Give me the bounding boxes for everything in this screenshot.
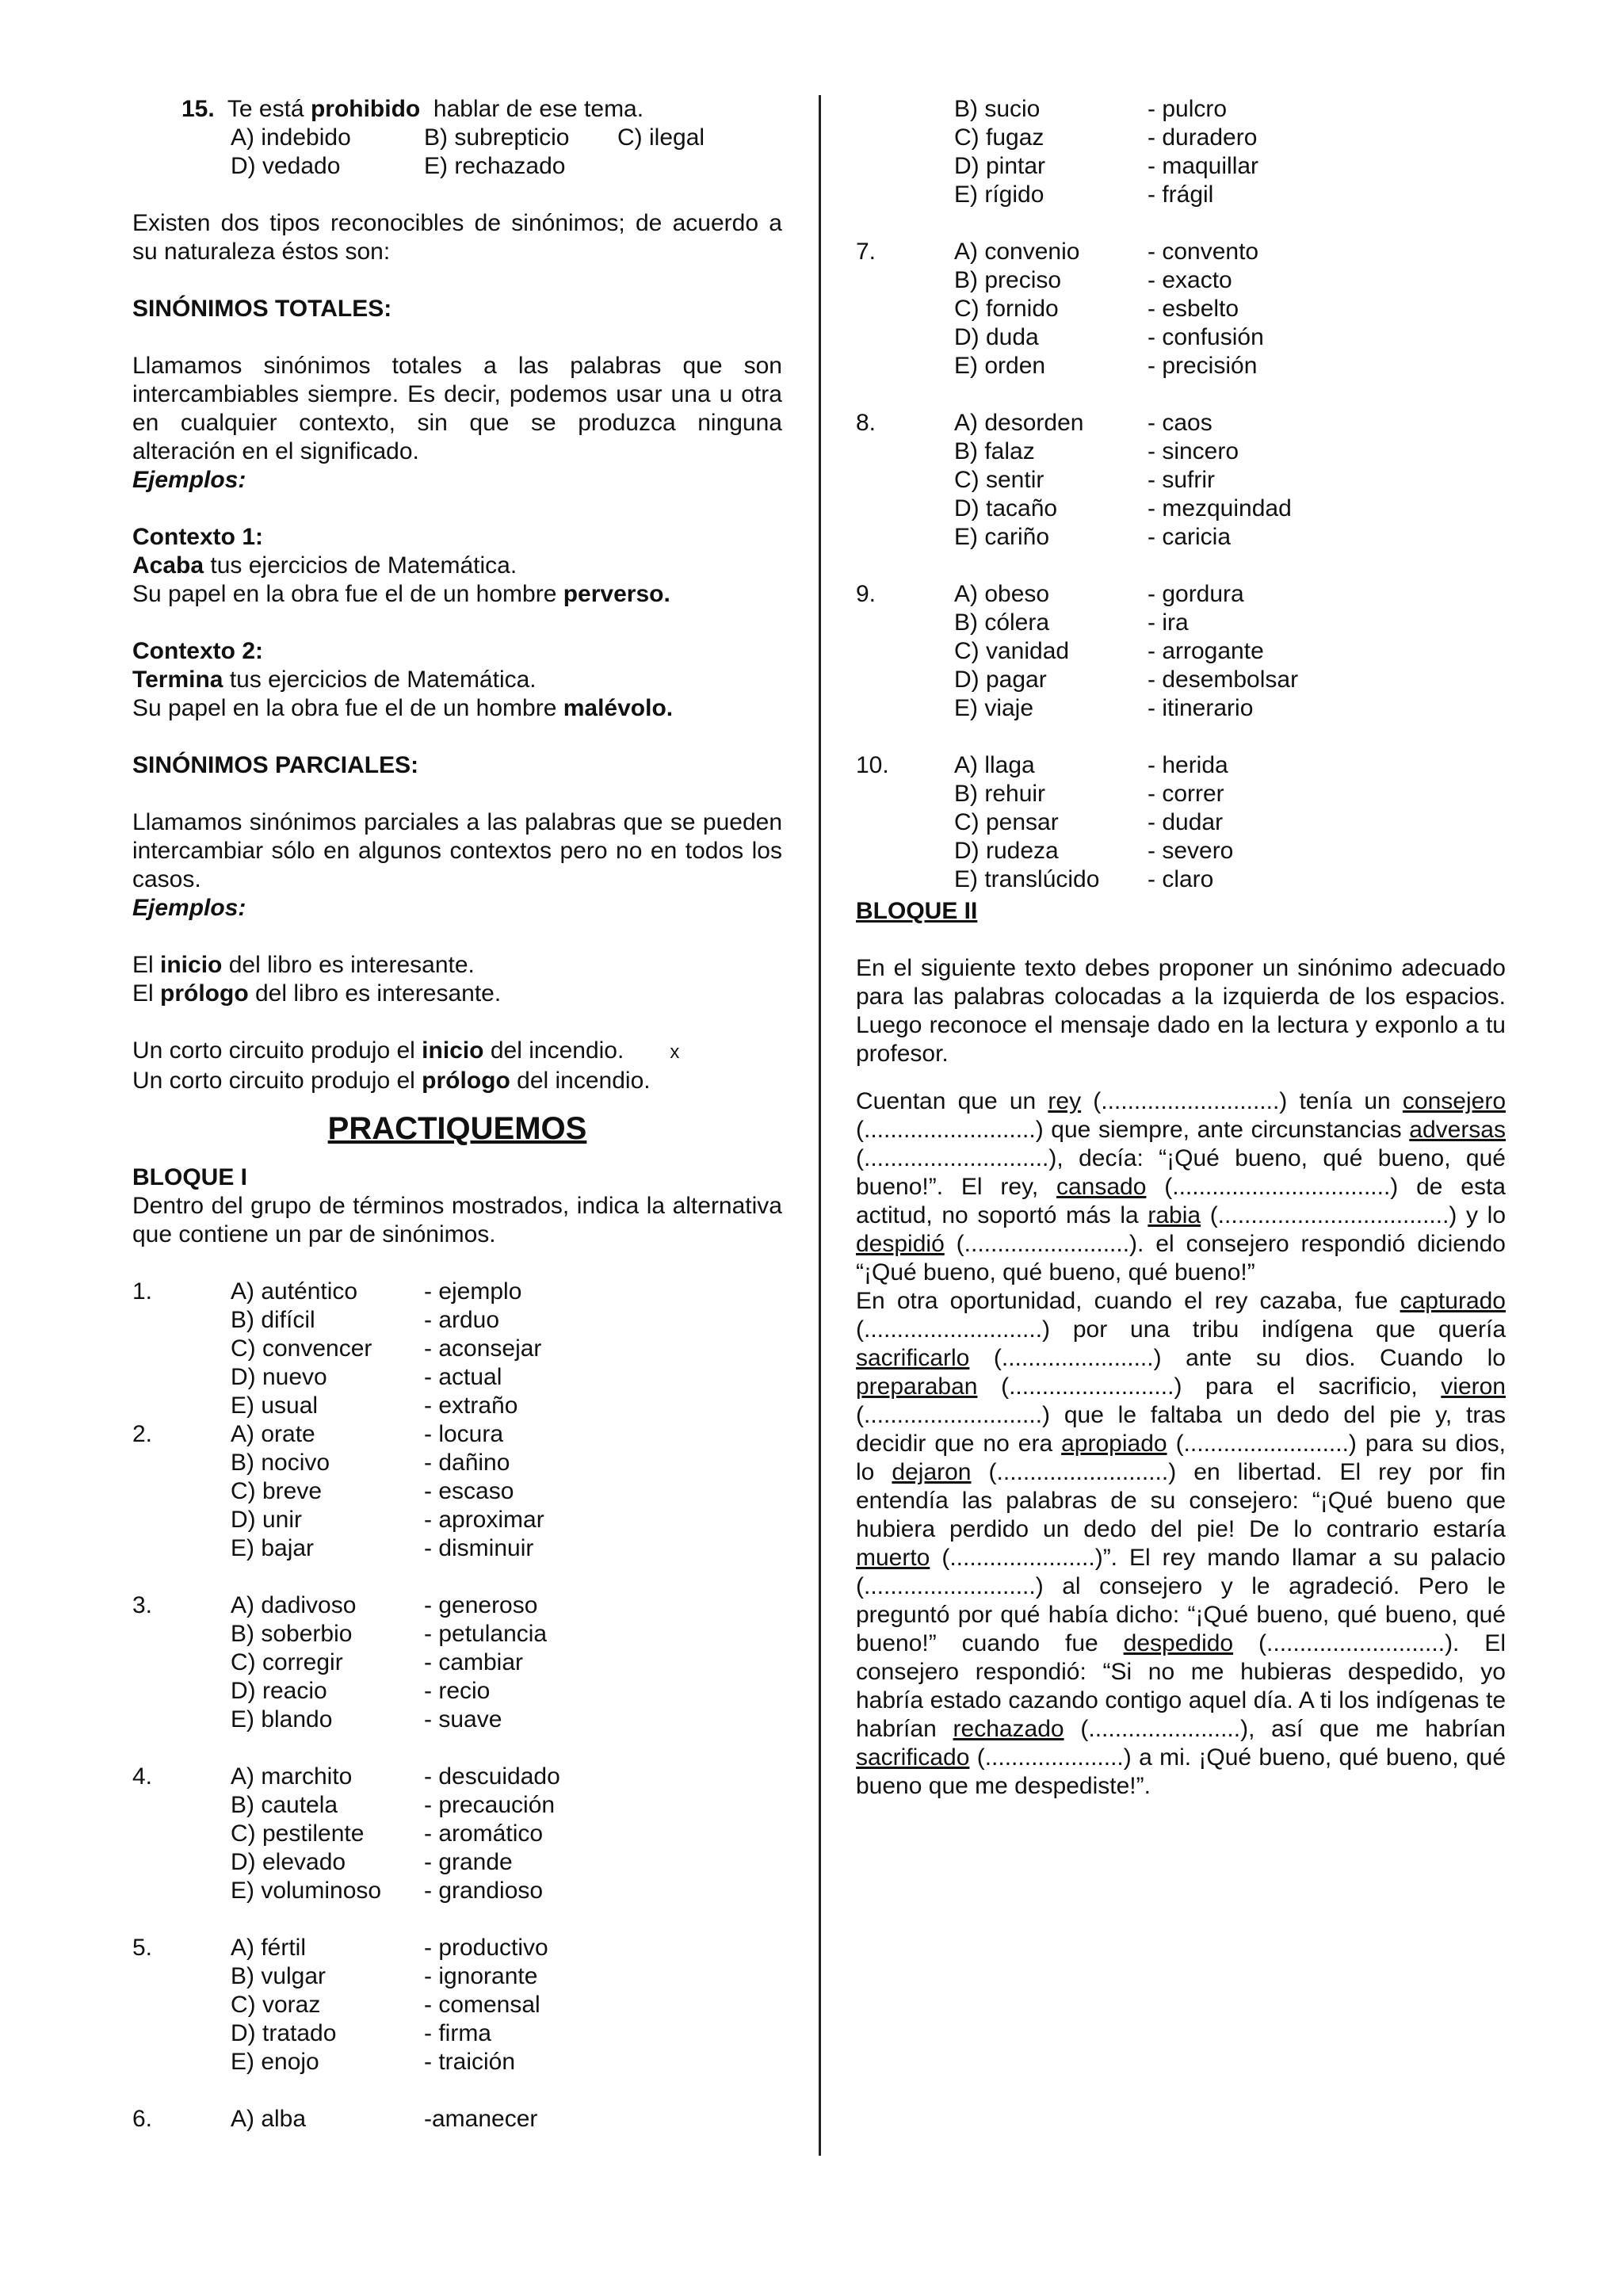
story-segment: (.........................). el consejero respondió diciendo “¡Qué bueno, qué bueno, qué bueno!” — [856, 1231, 1506, 1286]
ctx2-rest: tus ejercicios de Matemática. — [223, 667, 537, 693]
synonym-pair — [132, 1506, 782, 1534]
synonym-pair — [856, 865, 1506, 894]
totales-heading: SINÓNIMOS TOTALES: — [132, 296, 392, 322]
term: E) rígido — [954, 181, 1044, 208]
ex-bold: prólogo — [422, 1068, 510, 1094]
item-number — [132, 1991, 231, 2019]
item-number — [856, 181, 954, 209]
synonym-pair — [132, 1791, 782, 1820]
synonym: - claro — [1148, 866, 1214, 892]
synonym: - pulcro — [1148, 96, 1228, 122]
contexto1-heading: Contexto 1: — [132, 524, 263, 550]
contexto1-line2 — [132, 580, 782, 609]
term: B) cautela — [231, 1792, 338, 1818]
synonym: - exacto — [1148, 267, 1232, 293]
synonym-pair — [132, 1763, 782, 1791]
underlined-word: capturado — [1400, 1288, 1506, 1314]
term: A) obeso — [954, 581, 1050, 607]
synonym-pair — [132, 1591, 782, 1620]
synonym: -amanecer — [424, 2106, 538, 2132]
column-divider — [819, 95, 821, 2156]
synonym-pair — [856, 808, 1506, 837]
item-number — [856, 266, 954, 295]
term: E) viaje — [954, 695, 1034, 721]
synonym-pair — [132, 1962, 782, 1991]
synonym: - actual — [424, 1364, 502, 1390]
synonym-pair — [132, 2048, 782, 2076]
story-segment: (.................................) de esta actitud, no soportó más la — [856, 1174, 1506, 1228]
synonym: - mezquindad — [1148, 495, 1292, 521]
term: A) auténtico — [231, 1278, 358, 1305]
story-segment: Cuentan que un — [856, 1088, 1048, 1114]
synonym: - sincero — [1148, 438, 1239, 464]
synonym: - locura — [424, 1421, 504, 1447]
synonym: - dañino — [424, 1450, 510, 1476]
synonym-pair — [856, 124, 1506, 152]
story-segment: (.....................) a mi. ¡Qué bueno, qué bueno, qué bueno que me despediste!”. — [856, 1744, 1506, 1799]
underlined-word: muerto — [856, 1545, 930, 1571]
ctx2-l2-bold: malévolo. — [563, 695, 674, 721]
item-number — [856, 865, 954, 894]
term: D) pagar — [954, 667, 1047, 693]
term: C) fornido — [954, 296, 1059, 322]
story-segment: (......................)”. El rey mando llamar a su palacio (..........................) al consejero y le agradeció. Pero le preguntó por qué había dicho: “¡Qué bueno, qué bueno, qué bueno!” cuando fue — [856, 1545, 1506, 1656]
term: A) llaga — [954, 752, 1035, 778]
synonym-pair — [132, 1449, 782, 1477]
q15-bold: prohibido — [310, 96, 421, 122]
synonym: - escaso — [424, 1478, 514, 1504]
item-number — [132, 1335, 231, 1363]
story-segment: (.......................) ante su dios. Cuando lo — [969, 1345, 1506, 1371]
item-number — [856, 609, 954, 637]
term: B) falaz — [954, 438, 1035, 464]
bloque2-heading: BLOQUE II — [856, 898, 978, 924]
synonym-pair — [856, 323, 1506, 352]
term: A) alba — [231, 2106, 307, 2132]
underlined-word: adversas — [1409, 1117, 1506, 1143]
underlined-word: cansado — [1056, 1174, 1147, 1200]
synonym-pair — [856, 751, 1506, 780]
story-segment: (..........................) que siempre, ante circunstancias — [856, 1117, 1410, 1143]
synonym: - confusión — [1148, 324, 1264, 350]
practiquemos-title: PRACTIQUEMOS — [327, 1111, 587, 1146]
term: A) marchito — [231, 1763, 353, 1790]
ex-text: del libro es interesante. — [248, 980, 502, 1007]
synonym-pair — [856, 295, 1506, 323]
item-number — [132, 1620, 231, 1648]
term: B) sucio — [954, 96, 1041, 122]
item-number — [132, 1791, 231, 1820]
synonym-pair — [132, 1392, 782, 1420]
item-number — [132, 1506, 231, 1534]
item-number: 9. — [856, 581, 876, 607]
question-15-number: 15. — [181, 96, 215, 122]
synonym-pair — [856, 694, 1506, 723]
term: C) fugaz — [954, 124, 1044, 151]
synonym: - petulancia — [424, 1621, 548, 1647]
synonym: - severo — [1148, 838, 1234, 864]
ex-text: Un corto circuito produjo el — [132, 1068, 422, 1094]
synonym-pair — [856, 609, 1506, 637]
term: E) cariño — [954, 524, 1050, 550]
synonym: - suave — [424, 1706, 502, 1733]
synonym: - sufrir — [1148, 467, 1215, 493]
x-mark: x — [670, 1041, 680, 1063]
item-number — [132, 1392, 231, 1420]
synonym-pair — [856, 95, 1506, 124]
term: D) reacio — [231, 1678, 327, 1704]
synonym-pair — [132, 1620, 782, 1648]
item-number — [132, 1877, 231, 1905]
term: E) translúcido — [954, 866, 1100, 892]
synonym: - ejemplo — [424, 1278, 522, 1305]
term: C) vanidad — [954, 638, 1070, 664]
ctx2-l2-rest: Su papel en la obra fue el de un hombre — [132, 695, 563, 721]
contexto2-heading: Contexto 2: — [132, 638, 263, 664]
term: D) elevado — [231, 1849, 346, 1875]
story-segment: (...........................) que le faltaba un dedo del pie y, tras decidir que no era — [856, 1402, 1506, 1457]
term: A) desorden — [954, 410, 1084, 436]
synonym: - traición — [424, 2049, 516, 2075]
q15-post: hablar de ese tema. — [433, 96, 644, 122]
term: B) vulgar — [231, 1963, 327, 1989]
underlined-word: vieron — [1441, 1373, 1506, 1400]
item-number: 4. — [132, 1763, 153, 1790]
ex-bold: inicio — [160, 952, 223, 978]
synonym-pair — [856, 523, 1506, 552]
term: C) corregir — [231, 1649, 343, 1675]
term: D) tratado — [231, 2020, 337, 2046]
synonym-pair — [132, 1877, 782, 1905]
underlined-word: despidió — [856, 1231, 945, 1257]
synonym: - grande — [424, 1849, 513, 1875]
bloque1-items-continued — [856, 238, 1506, 894]
term: D) rudeza — [954, 838, 1059, 864]
synonym: - productivo — [424, 1935, 548, 1961]
synonym: - aconsejar — [424, 1335, 542, 1362]
synonym-pair — [856, 637, 1506, 666]
example-line — [132, 951, 782, 980]
ex-text: del incendio. — [510, 1068, 651, 1094]
synonym: - herida — [1148, 752, 1228, 778]
question-15-stem — [181, 95, 782, 124]
item-number — [132, 1848, 231, 1877]
synonym-pair — [132, 2105, 782, 2134]
ex-bold: prólogo — [160, 980, 249, 1007]
underlined-word: despedido — [1123, 1630, 1234, 1656]
item-number: 7. — [856, 239, 876, 265]
synonym: - firma — [424, 2020, 491, 2046]
q15-option: E) rechazado — [424, 153, 566, 179]
story-text — [856, 1087, 1506, 1801]
term: E) voluminoso — [231, 1878, 382, 1904]
term: B) preciso — [954, 267, 1062, 293]
item-number — [856, 694, 954, 723]
term: B) nocivo — [231, 1450, 330, 1476]
synonym-pair — [132, 1534, 782, 1563]
item-number — [856, 495, 954, 523]
story-segment: (...........................) tenía un — [1081, 1088, 1403, 1114]
term: D) nuevo — [231, 1364, 327, 1390]
bloque1-items — [132, 1278, 782, 2134]
item-number — [856, 637, 954, 666]
synonym-pair — [132, 1335, 782, 1363]
synonym-pair — [132, 1706, 782, 1734]
term: C) pestilente — [231, 1820, 365, 1847]
synonym: - esbelto — [1148, 296, 1239, 322]
story-segment: (...................................) y lo — [1201, 1202, 1507, 1228]
term: B) soberbio — [231, 1621, 353, 1647]
synonym-pair — [856, 437, 1506, 466]
ctx1-rest: tus ejercicios de Matemática. — [204, 552, 517, 579]
underlined-word: dejaron — [892, 1459, 972, 1485]
ex-bold: inicio — [422, 1037, 484, 1064]
term: B) difícil — [231, 1307, 315, 1333]
contexto1-line1 — [132, 552, 782, 580]
synonym-pair — [132, 1477, 782, 1506]
item-number — [132, 1449, 231, 1477]
item-number — [132, 1648, 231, 1677]
term: A) convenio — [954, 239, 1080, 265]
underlined-word: sacrificado — [856, 1744, 970, 1771]
q15-option: B) subrepticio — [424, 124, 570, 151]
ex-text: del incendio. — [483, 1037, 624, 1064]
item-number — [856, 837, 954, 865]
ejemplos-label: Ejemplos: — [132, 467, 246, 493]
synonym: - desembolsar — [1148, 667, 1299, 693]
item-number — [856, 666, 954, 694]
term: E) blando — [231, 1706, 333, 1733]
synonym-pair — [132, 1848, 782, 1877]
story-segment: (..........................) en libertad. El rey por fin entendía las palabras de su consejero: “¡Qué bueno que hubiera perdido un dedo del pie! De lo contrario estaría — [856, 1459, 1506, 1542]
term: A) dadivoso — [231, 1592, 357, 1618]
contexto2-line2 — [132, 694, 782, 723]
term: D) duda — [954, 324, 1039, 350]
synonym: - recio — [424, 1678, 491, 1704]
synonym: - maquillar — [1148, 153, 1259, 179]
item-number — [856, 152, 954, 181]
item-number — [856, 466, 954, 495]
synonym: - itinerario — [1148, 695, 1254, 721]
item-number — [856, 352, 954, 380]
question-15 — [132, 95, 782, 181]
synonym-pair — [856, 495, 1506, 523]
item-number — [856, 808, 954, 837]
ex-text: del libro es interesante. — [222, 952, 475, 978]
term: C) voraz — [231, 1992, 321, 2018]
term: B) rehuir — [954, 781, 1046, 807]
story-segment: (...........................). El consejero respondió: “Si no me hubieras despedido, yo habría estado cazando contigo aquel día. A ti los indígenas te habrían — [856, 1630, 1506, 1742]
synonym: - grandioso — [424, 1878, 544, 1904]
term: C) convencer — [231, 1335, 372, 1362]
item-number — [856, 780, 954, 808]
bloque1-instructions: Dentro del grupo de términos mostrados, indica la alternativa que contiene un par de sinónimos. — [132, 1193, 782, 1247]
story-segment: (............................), decía: “¡Qué bueno, qué bueno, qué bueno!”. El rey, — [856, 1145, 1506, 1200]
synonym-pair — [856, 352, 1506, 380]
item-number — [856, 124, 954, 152]
synonym-pair — [856, 152, 1506, 181]
q15-options-row1 — [231, 124, 782, 152]
synonym: - aromático — [424, 1820, 544, 1847]
term: B) cólera — [954, 609, 1050, 636]
parciales-text: Llamamos sinónimos parciales a las palabras que se pueden intercambiar sólo en algunos contextos pero no en todos los casos. — [132, 809, 782, 892]
example-line — [132, 980, 782, 1008]
totales-text: Llamamos sinónimos totales a las palabras que son intercambiables siempre. Es decir, podemos usar una u otra en cualquier contexto, sin que se produzca ninguna alteración en el significado. — [132, 353, 782, 464]
synonym: - extraño — [424, 1392, 518, 1419]
term: E) enojo — [231, 2049, 319, 2075]
synonym-pair — [856, 580, 1506, 609]
synonym: - frágil — [1148, 181, 1214, 208]
q15-options-row2 — [231, 152, 782, 181]
ctx1-bold: Acaba — [132, 552, 204, 579]
story-segment: (.........................) para su dios, lo — [856, 1431, 1506, 1485]
synonym-pair — [132, 1648, 782, 1677]
item-number — [132, 2048, 231, 2076]
term: A) fértil — [231, 1935, 307, 1961]
synonym: - disminuir — [424, 1535, 534, 1561]
q15-option: C) ilegal — [617, 124, 705, 151]
item-number — [132, 1820, 231, 1848]
example-line — [132, 1067, 782, 1095]
synonym-pair — [856, 266, 1506, 295]
synonym-pair — [132, 1420, 782, 1449]
parciales-heading: SINÓNIMOS PARCIALES: — [132, 752, 419, 778]
underlined-word: consejero — [1402, 1088, 1506, 1114]
synonym: - caricia — [1148, 524, 1232, 550]
item-number — [132, 1306, 231, 1335]
synonym-pair — [856, 181, 1506, 209]
item-number: 3. — [132, 1592, 153, 1618]
ex-text: El — [132, 952, 161, 978]
synonym-pair — [132, 1934, 782, 1962]
item-number: 2. — [132, 1421, 153, 1447]
synonym-pair — [132, 1278, 782, 1306]
synonym-pair — [132, 2019, 782, 2048]
synonym: - convento — [1148, 239, 1259, 265]
synonym: - dudar — [1148, 809, 1224, 835]
item-number — [132, 1534, 231, 1563]
synonym: - caos — [1148, 410, 1212, 436]
story-segment: (.........................) para el sacrificio, — [977, 1373, 1442, 1400]
item-number — [856, 523, 954, 552]
synonym-pair — [132, 1677, 782, 1706]
synonym: - aproximar — [424, 1507, 544, 1533]
synonym-pair — [856, 666, 1506, 694]
term: A) orate — [231, 1421, 315, 1447]
term: C) sentir — [954, 467, 1044, 493]
synonym: - correr — [1148, 781, 1224, 807]
term: D) pintar — [954, 153, 1046, 179]
synonym: - comensal — [424, 1992, 540, 2018]
term: C) pensar — [954, 809, 1059, 835]
synonym-pair — [132, 1991, 782, 2019]
synonym: - duradero — [1148, 124, 1258, 151]
item-number — [132, 1363, 231, 1392]
ex-text: Un corto circuito produjo el — [132, 1037, 422, 1064]
bloque2-instructions: En el siguiente texto debes proponer un sinónimo adecuado para las palabras colocadas a la izquierda de los espacios. Luego reconoce el mensaje dado en la lectura y exponlo a tu profesor. — [856, 955, 1506, 1067]
ctx2-bold: Termina — [132, 667, 223, 693]
item-number — [132, 1677, 231, 1706]
synonym: - arrogante — [1148, 638, 1264, 664]
bloque1-heading: BLOQUE I — [132, 1164, 248, 1190]
synonym: - descuidado — [424, 1763, 560, 1790]
story-segment: (.......................), así que me habrían — [1064, 1716, 1506, 1742]
item-number: 10. — [856, 752, 889, 778]
q15-option: A) indebido — [231, 124, 351, 151]
item-number — [132, 1706, 231, 1734]
underlined-word: preparaban — [856, 1373, 978, 1400]
item-number — [856, 323, 954, 352]
ex-text: El — [132, 980, 161, 1007]
synonym: - ira — [1148, 609, 1189, 636]
q15-option: D) vedado — [231, 153, 341, 179]
q15-pre: Te está — [227, 96, 304, 122]
ctx1-l2-rest: Su papel en la obra fue el de un hombre — [132, 581, 563, 607]
ejemplos2-label: Ejemplos: — [132, 895, 246, 921]
synonym: - generoso — [424, 1592, 538, 1618]
item-number — [132, 1962, 231, 1991]
synonym: - ignorante — [424, 1963, 538, 1989]
term: E) orden — [954, 353, 1046, 379]
item-number: 5. — [132, 1935, 153, 1961]
item-number — [856, 95, 954, 124]
synonym-pair — [856, 409, 1506, 437]
ctx1-l2-bold: perverso. — [563, 581, 670, 607]
term: E) usual — [231, 1392, 319, 1419]
synonym-pair — [856, 837, 1506, 865]
item-number: 1. — [132, 1278, 153, 1305]
synonym-pair — [856, 466, 1506, 495]
item-number — [132, 2019, 231, 2048]
item-number: 6. — [132, 2106, 153, 2132]
story-segment: (...........................) por una tribu indígena que quería — [856, 1316, 1506, 1343]
item-number — [132, 1477, 231, 1506]
synonym: - precisión — [1148, 353, 1258, 379]
item-6-continued — [856, 95, 1506, 209]
term: C) breve — [231, 1478, 323, 1504]
synonym: - precaución — [424, 1792, 556, 1818]
synonym: - gordura — [1148, 581, 1244, 607]
story-segment: En otra oportunidad, cuando el rey cazaba, fue — [856, 1288, 1400, 1314]
underlined-word: rey — [1048, 1088, 1082, 1114]
item-number — [856, 295, 954, 323]
underlined-word: sacrificarlo — [856, 1345, 970, 1371]
underlined-word: rabia — [1148, 1202, 1201, 1228]
intro-text: Existen dos tipos reconocibles de sinónimos; de acuerdo a su naturaleza éstos son: — [132, 210, 782, 265]
synonym: - cambiar — [424, 1649, 524, 1675]
synonym-pair — [856, 780, 1506, 808]
right-column — [856, 95, 1506, 1801]
left-column — [132, 95, 782, 2134]
item-number: 8. — [856, 410, 876, 436]
synonym-pair — [132, 1363, 782, 1392]
synonym-pair — [132, 1306, 782, 1335]
underlined-word: apropiado — [1061, 1431, 1167, 1457]
term: D) unir — [231, 1507, 303, 1533]
term: E) bajar — [231, 1535, 315, 1561]
synonym-pair — [856, 238, 1506, 266]
item-number — [856, 437, 954, 466]
term: D) tacaño — [954, 495, 1058, 521]
contexto2-line1 — [132, 666, 782, 694]
underlined-word: rechazado — [953, 1716, 1064, 1742]
synonym-pair — [132, 1820, 782, 1848]
synonym: - arduo — [424, 1307, 500, 1333]
example-line — [132, 1037, 782, 1067]
